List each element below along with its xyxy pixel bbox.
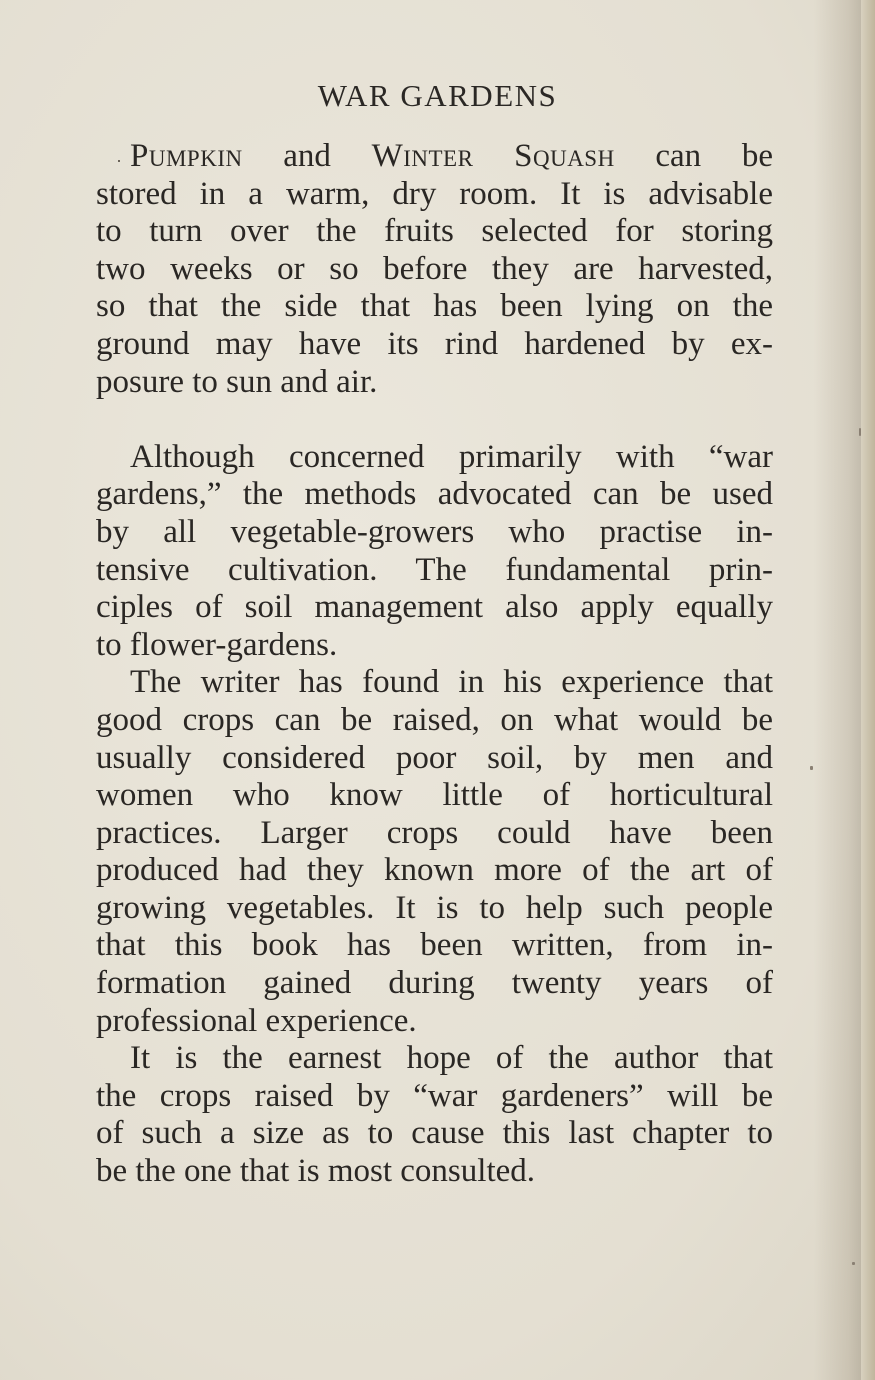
text-line: stored in a warm, dry room. It is advisable	[96, 175, 773, 212]
text-line: good crops can be raised, on what would be	[96, 701, 773, 738]
text-line: that this book has been written, from in-	[96, 927, 773, 964]
text-line: formation gained during twenty years of	[96, 965, 773, 1002]
text-line	[96, 138, 773, 176]
text-line: two weeks or so before they are harvested,	[96, 250, 773, 287]
printer-speck	[859, 428, 861, 436]
text-line: The writer has found in his experience that	[130, 664, 773, 701]
paragraph	[96, 664, 773, 1040]
text-line: by all vegetable-growers who practise in-	[96, 513, 773, 550]
paragraph	[96, 1040, 773, 1190]
text-line: the crops raised by “war gardeners” will be	[96, 1077, 773, 1114]
small-caps-word: Winter	[371, 138, 474, 174]
small-caps-word: Squash	[514, 138, 615, 174]
text-line: to flower-gardens.	[96, 626, 338, 663]
body-text	[96, 138, 773, 1191]
text-line: women who know little of horticultural	[96, 777, 773, 814]
text-line: Although concerned primarily with “war	[130, 438, 773, 475]
text-line: practices. Larger crops could have been	[96, 814, 773, 851]
small-caps-word: Pumpkin	[130, 138, 243, 174]
text-line: ciples of soil management also apply equally	[96, 589, 773, 626]
text-line: gardens,” the methods advocated can be used	[96, 476, 773, 513]
text-line: produced had they known more of the art of	[96, 852, 773, 889]
text-line: to turn over the fruits selected for storing	[96, 213, 773, 250]
printer-speck	[810, 766, 813, 770]
text-line: growing vegetables. It is to help such people	[96, 889, 773, 926]
text-line: professional experience.	[96, 1002, 417, 1039]
text-line: posure to sun and air.	[96, 363, 378, 400]
page-edge-shadow	[861, 0, 875, 1380]
paragraph-gap	[96, 401, 773, 439]
text-line: be the one that is most consulted.	[96, 1153, 536, 1190]
text-line: of such a size as to cause this last chapter to	[96, 1115, 773, 1152]
running-head: WAR GARDENS	[317, 78, 558, 113]
paragraph	[96, 439, 773, 665]
text-line: It is the earnest hope of the author that	[130, 1040, 773, 1077]
text-line: ground may have its rind hardened by ex-	[96, 325, 773, 362]
text-line: so that the side that has been lying on the	[96, 288, 773, 325]
printer-speck	[852, 1262, 855, 1265]
text-line: usually considered poor soil, by men and	[96, 739, 773, 776]
text-run	[473, 138, 514, 174]
paragraph	[96, 138, 773, 401]
text-run: and	[242, 138, 372, 174]
text-run: can be	[614, 138, 773, 174]
text-line: tensive cultivation. The fundamental prin-	[96, 551, 773, 588]
